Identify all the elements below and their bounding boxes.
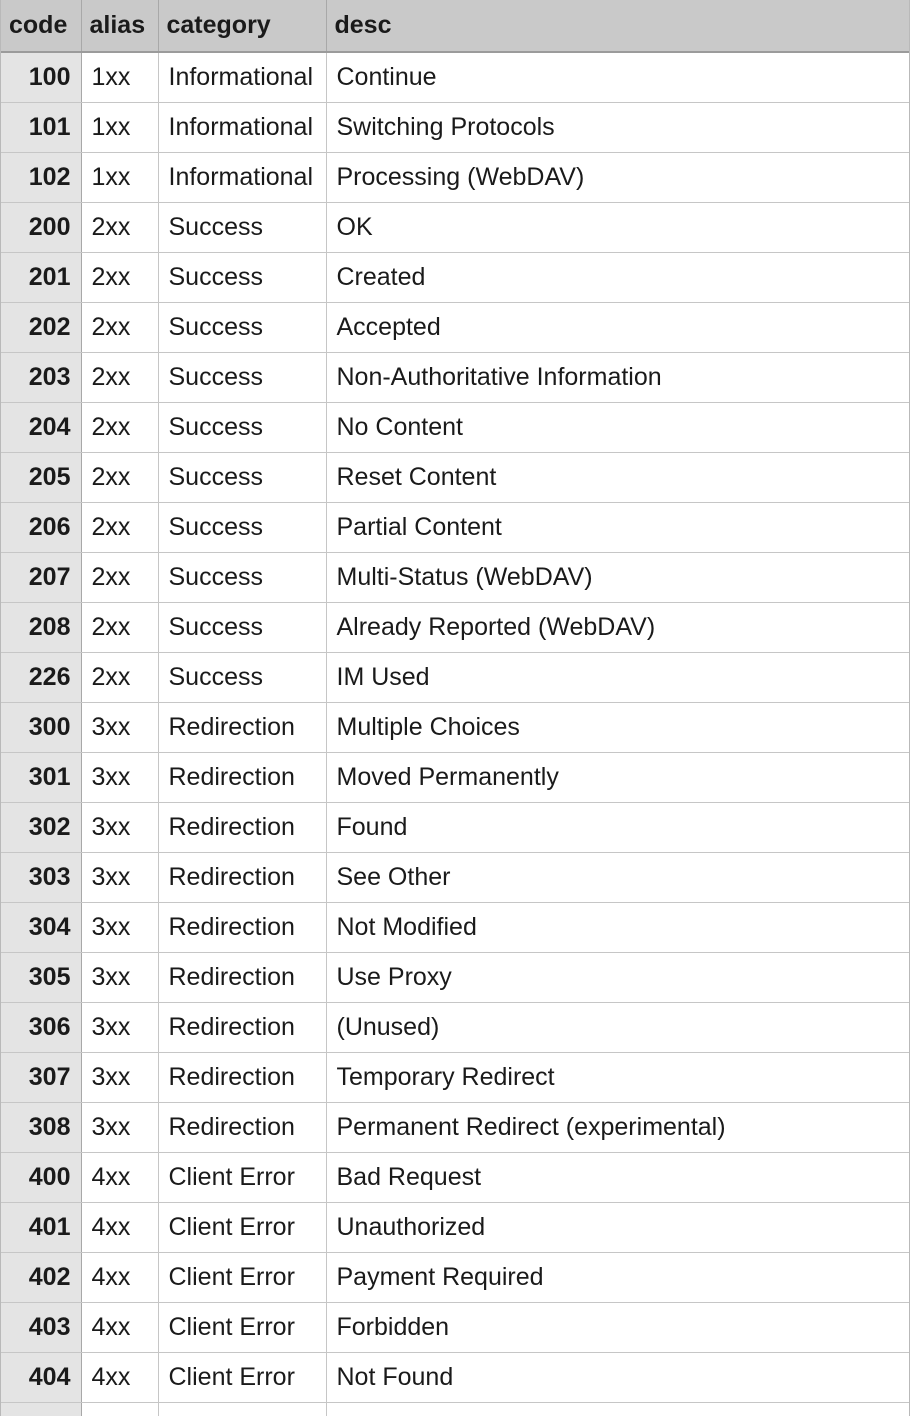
code-cell[interactable]: 307 xyxy=(1,1052,81,1102)
desc-cell[interactable]: Processing (WebDAV) xyxy=(326,152,909,202)
category-cell[interactable]: Success xyxy=(158,302,326,352)
desc-cell[interactable]: See Other xyxy=(326,852,909,902)
column-header-category[interactable]: category xyxy=(158,0,326,52)
code-cell[interactable]: 208 xyxy=(1,602,81,652)
category-cell[interactable]: Redirection xyxy=(158,1102,326,1152)
alias-cell[interactable]: 2xx xyxy=(81,302,158,352)
table-row[interactable] xyxy=(1,1202,909,1252)
alias-cell[interactable]: 2xx xyxy=(81,252,158,302)
category-cell[interactable] xyxy=(158,1402,326,1416)
desc-cell[interactable]: Use Proxy xyxy=(326,952,909,1002)
code-cell[interactable]: 300 xyxy=(1,702,81,752)
code-cell[interactable]: 204 xyxy=(1,402,81,452)
desc-cell[interactable]: Forbidden xyxy=(326,1302,909,1352)
desc-cell[interactable]: Permanent Redirect (experimental) xyxy=(326,1102,909,1152)
table-row[interactable] xyxy=(1,352,909,402)
table-row[interactable] xyxy=(1,1102,909,1152)
code-cell[interactable]: 200 xyxy=(1,202,81,252)
category-cell[interactable]: Success xyxy=(158,252,326,302)
alias-cell[interactable]: 4xx xyxy=(81,1352,158,1402)
table-row[interactable] xyxy=(1,152,909,202)
category-cell[interactable]: Success xyxy=(158,352,326,402)
code-cell[interactable]: 302 xyxy=(1,802,81,852)
table-row[interactable] xyxy=(1,802,909,852)
header-row xyxy=(1,0,909,52)
table-body xyxy=(1,52,909,1416)
table-row[interactable] xyxy=(1,1352,909,1402)
desc-cell[interactable]: Continue xyxy=(326,52,909,102)
table-row[interactable] xyxy=(1,902,909,952)
category-cell[interactable]: Informational xyxy=(158,102,326,152)
code-cell[interactable] xyxy=(1,1402,81,1416)
category-cell[interactable]: Client Error xyxy=(158,1352,326,1402)
table-row[interactable] xyxy=(1,1052,909,1102)
category-cell[interactable]: Success xyxy=(158,402,326,452)
table-row[interactable] xyxy=(1,52,909,102)
table-header xyxy=(1,0,909,52)
table-row[interactable] xyxy=(1,1302,909,1352)
desc-cell[interactable]: No Content xyxy=(326,402,909,452)
category-cell[interactable]: Success xyxy=(158,452,326,502)
category-cell[interactable]: Client Error xyxy=(158,1252,326,1302)
code-cell[interactable]: 202 xyxy=(1,302,81,352)
category-cell[interactable]: Success xyxy=(158,502,326,552)
code-cell[interactable]: 100 xyxy=(1,52,81,102)
alias-cell[interactable] xyxy=(81,1402,158,1416)
category-cell[interactable]: Informational xyxy=(158,152,326,202)
desc-cell[interactable]: Found xyxy=(326,802,909,852)
code-cell[interactable]: 101 xyxy=(1,102,81,152)
desc-cell[interactable]: Unauthorized xyxy=(326,1202,909,1252)
category-cell[interactable]: Redirection xyxy=(158,752,326,802)
table-row[interactable] xyxy=(1,602,909,652)
alias-cell[interactable]: 2xx xyxy=(81,502,158,552)
column-header-code[interactable]: code xyxy=(1,0,81,52)
desc-cell[interactable]: Not Found xyxy=(326,1352,909,1402)
code-cell[interactable]: 305 xyxy=(1,952,81,1002)
code-cell[interactable]: 226 xyxy=(1,652,81,702)
alias-cell[interactable]: 2xx xyxy=(81,602,158,652)
category-cell[interactable]: Redirection xyxy=(158,852,326,902)
code-cell[interactable]: 400 xyxy=(1,1152,81,1202)
category-cell[interactable]: Redirection xyxy=(158,1052,326,1102)
table-row[interactable] xyxy=(1,752,909,802)
category-cell[interactable]: Redirection xyxy=(158,952,326,1002)
table-row[interactable] xyxy=(1,652,909,702)
category-cell[interactable]: Redirection xyxy=(158,802,326,852)
column-header-alias[interactable]: alias xyxy=(81,0,158,52)
alias-cell[interactable]: 3xx xyxy=(81,852,158,902)
table-row[interactable] xyxy=(1,1152,909,1202)
desc-cell[interactable]: Multi-Status (WebDAV) xyxy=(326,552,909,602)
alias-cell[interactable]: 1xx xyxy=(81,152,158,202)
table-row[interactable] xyxy=(1,302,909,352)
code-cell[interactable]: 205 xyxy=(1,452,81,502)
alias-cell[interactable]: 2xx xyxy=(81,552,158,602)
table-row[interactable] xyxy=(1,1002,909,1052)
code-cell[interactable]: 203 xyxy=(1,352,81,402)
alias-cell[interactable]: 3xx xyxy=(81,952,158,1002)
desc-cell[interactable]: Multiple Choices xyxy=(326,702,909,752)
code-cell[interactable]: 308 xyxy=(1,1102,81,1152)
code-cell[interactable]: 303 xyxy=(1,852,81,902)
alias-cell[interactable]: 3xx xyxy=(81,1002,158,1052)
code-cell[interactable]: 403 xyxy=(1,1302,81,1352)
category-cell[interactable]: Success xyxy=(158,552,326,602)
code-cell[interactable]: 301 xyxy=(1,752,81,802)
table-row[interactable] xyxy=(1,852,909,902)
code-cell[interactable]: 404 xyxy=(1,1352,81,1402)
category-cell[interactable]: Client Error xyxy=(158,1152,326,1202)
code-cell[interactable]: 207 xyxy=(1,552,81,602)
alias-cell[interactable]: 3xx xyxy=(81,1102,158,1152)
desc-cell[interactable] xyxy=(326,1402,909,1416)
code-cell[interactable]: 401 xyxy=(1,1202,81,1252)
alias-cell[interactable]: 4xx xyxy=(81,1152,158,1202)
alias-cell[interactable]: 3xx xyxy=(81,702,158,752)
desc-cell[interactable]: Payment Required xyxy=(326,1252,909,1302)
desc-cell[interactable]: Switching Protocols xyxy=(326,102,909,152)
category-cell[interactable]: Informational xyxy=(158,52,326,102)
table-row[interactable] xyxy=(1,202,909,252)
code-cell[interactable]: 304 xyxy=(1,902,81,952)
alias-cell[interactable]: 3xx xyxy=(81,902,158,952)
alias-cell[interactable]: 4xx xyxy=(81,1252,158,1302)
desc-cell[interactable]: Not Modified xyxy=(326,902,909,952)
desc-cell[interactable]: Bad Request xyxy=(326,1152,909,1202)
desc-cell[interactable]: OK xyxy=(326,202,909,252)
alias-cell[interactable]: 2xx xyxy=(81,452,158,502)
alias-cell[interactable]: 3xx xyxy=(81,752,158,802)
code-cell[interactable]: 306 xyxy=(1,1002,81,1052)
desc-cell[interactable]: (Unused) xyxy=(326,1002,909,1052)
desc-cell[interactable]: Moved Permanently xyxy=(326,752,909,802)
category-cell[interactable]: Success xyxy=(158,202,326,252)
table-row[interactable] xyxy=(1,702,909,752)
alias-cell[interactable]: 4xx xyxy=(81,1202,158,1252)
desc-cell[interactable]: Reset Content xyxy=(326,452,909,502)
http-status-table xyxy=(1,0,909,1416)
desc-cell[interactable]: Non-Authoritative Information xyxy=(326,352,909,402)
alias-cell[interactable]: 4xx xyxy=(81,1302,158,1352)
table-row[interactable] xyxy=(1,502,909,552)
table-row-partial[interactable] xyxy=(1,1402,909,1416)
desc-cell[interactable]: IM Used xyxy=(326,652,909,702)
alias-cell[interactable]: 2xx xyxy=(81,352,158,402)
table-row[interactable] xyxy=(1,402,909,452)
code-cell[interactable]: 201 xyxy=(1,252,81,302)
column-header-desc[interactable]: desc xyxy=(326,0,909,52)
desc-cell[interactable]: Created xyxy=(326,252,909,302)
code-cell[interactable]: 402 xyxy=(1,1252,81,1302)
alias-cell[interactable]: 1xx xyxy=(81,102,158,152)
table-row[interactable] xyxy=(1,1252,909,1302)
alias-cell[interactable]: 3xx xyxy=(81,802,158,852)
category-cell[interactable]: Redirection xyxy=(158,1002,326,1052)
category-cell[interactable]: Success xyxy=(158,652,326,702)
table-row[interactable] xyxy=(1,452,909,502)
desc-cell[interactable]: Accepted xyxy=(326,302,909,352)
table-row[interactable] xyxy=(1,102,909,152)
table-row[interactable] xyxy=(1,952,909,1002)
alias-cell[interactable]: 2xx xyxy=(81,652,158,702)
code-cell[interactable]: 102 xyxy=(1,152,81,202)
category-cell[interactable]: Redirection xyxy=(158,702,326,752)
desc-cell[interactable]: Already Reported (WebDAV) xyxy=(326,602,909,652)
category-cell[interactable]: Client Error xyxy=(158,1302,326,1352)
table-row[interactable] xyxy=(1,252,909,302)
table-row[interactable] xyxy=(1,552,909,602)
category-cell[interactable]: Client Error xyxy=(158,1202,326,1252)
alias-cell[interactable]: 1xx xyxy=(81,52,158,102)
code-cell[interactable]: 206 xyxy=(1,502,81,552)
category-cell[interactable]: Success xyxy=(158,602,326,652)
alias-cell[interactable]: 2xx xyxy=(81,202,158,252)
desc-cell[interactable]: Temporary Redirect xyxy=(326,1052,909,1102)
alias-cell[interactable]: 2xx xyxy=(81,402,158,452)
desc-cell[interactable]: Partial Content xyxy=(326,502,909,552)
alias-cell[interactable]: 3xx xyxy=(81,1052,158,1102)
category-cell[interactable]: Redirection xyxy=(158,902,326,952)
